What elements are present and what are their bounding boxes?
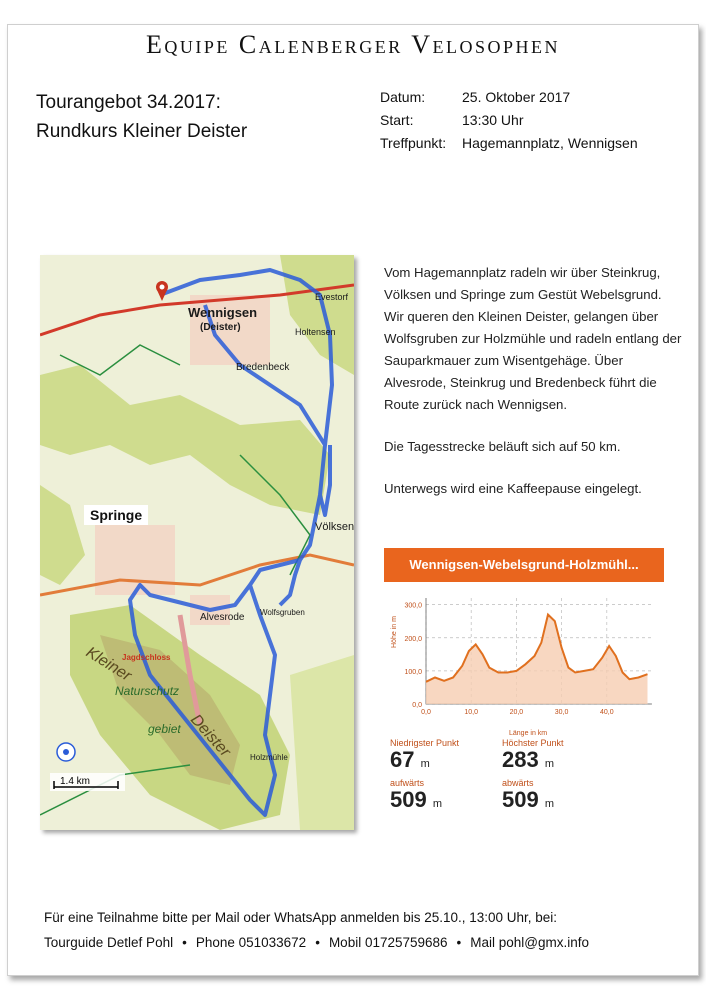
map-label-bredenbeck: Bredenbeck [236, 362, 290, 373]
route-map [40, 255, 354, 830]
map-label-holzmuehle: Holzmühle [250, 753, 288, 762]
detail-meeting-point [380, 132, 638, 155]
map-label-jagdschloss: Jagdschloss [122, 653, 171, 662]
tour-name: Rundkurs Kleiner Deister [36, 121, 248, 142]
map-label-deister-ridge: Deister [187, 711, 234, 761]
separator-bullet: • [182, 935, 187, 950]
separator-bullet: • [456, 935, 462, 950]
map-label-naturschutz: Naturschutz [115, 684, 180, 698]
map-label-wennigsen: Wennigsen [188, 305, 258, 320]
description-distance: Die Tagesstrecke beläuft sich auf 50 km. [384, 439, 621, 454]
stat-number: 509 [502, 787, 539, 812]
description-paragraph: Vom Hagemannplatz radeln wir über Steinkrug, Völksen und Springe zum Gestüt Webelsgrund. Wir queren den Kleinen Deister, gelangen über Wolfsgruben zur Holzmühle und radeln entlang der Sauparkmauer zum Wisentgehäge. Über Alvesrode, Steinkrug und Bredenbeck führt die Route zurück nach Wennigsen. [384, 265, 682, 412]
y-tick-label: 100,0 [404, 668, 422, 676]
tour-number: Tourangebot 34.2017: [36, 92, 221, 113]
y-tick-label: 300,0 [404, 602, 422, 610]
stat-value [390, 748, 459, 776]
footer-contact [44, 905, 589, 955]
detail-value: 13:30 Uhr [462, 112, 524, 128]
detail-label: Datum: [380, 89, 426, 105]
map-label-holtensen: Holtensen [295, 327, 336, 337]
map-label-kleiner: Kleiner [82, 643, 135, 685]
y-tick-label: 0,0 [412, 702, 422, 709]
forest-area [290, 655, 354, 830]
stat-unit: m [544, 798, 555, 810]
x-tick-label: 40,0 [599, 709, 614, 716]
x-tick-label: 20,0 [509, 709, 524, 716]
club-title: Equipe Calenberger Velosophen [145, 30, 561, 59]
map-label-voelksen: Völksen [315, 521, 354, 533]
stat-value [502, 788, 554, 816]
tour-description [384, 262, 684, 520]
contact-phone[interactable]: Phone 051033672 [195, 935, 307, 950]
stat-value [502, 748, 564, 776]
stat-min [390, 738, 459, 776]
tour-title [36, 88, 247, 146]
tour-details [380, 86, 638, 155]
stat-value [390, 788, 442, 816]
x-tick-label: 30,0 [554, 709, 569, 716]
footer-signup-text: Für eine Teilnahme bitte per Mail oder WhatsApp anmelden bis 25.10., 13:00 Uhr, bei: [44, 910, 558, 925]
stat-max [502, 738, 564, 776]
town-area [95, 525, 175, 595]
contact-email-link[interactable]: Mail pohl@gmx.info [470, 935, 590, 950]
y-axis-label: Höhe in m [391, 616, 398, 648]
x-axis-label: Länge in km [509, 730, 548, 737]
contact-guide: Tourguide Detlef Pohl [44, 935, 174, 950]
footer-contact-line [44, 930, 589, 955]
contact-mobile[interactable]: Mobil 01725759686 [328, 935, 448, 950]
elevation-chart [384, 588, 664, 738]
stat-number: 509 [390, 787, 427, 812]
stat-number: 283 [502, 747, 539, 772]
y-tick-label: 200,0 [404, 635, 422, 643]
stat-label: Niedrigster Punkt [390, 738, 460, 748]
elevation-area [426, 615, 648, 704]
description-break: Unterwegs wird eine Kaffeepause eingelegt. [384, 481, 642, 496]
map-label-wolfsgruben: Wolfsgruben [260, 608, 305, 617]
separator-bullet: • [315, 935, 320, 950]
compass-icon [57, 743, 75, 761]
stat-label: Höchster Punkt [502, 738, 564, 748]
detail-date [380, 86, 638, 109]
stat-unit: m [432, 798, 443, 810]
map-label-deister: (Deister) [200, 322, 241, 333]
stat-number: 67 [390, 747, 415, 772]
map-label-alvesrode: Alvesrode [200, 612, 245, 623]
stat-unit: m [420, 758, 430, 770]
x-tick-label: 0,0 [421, 709, 431, 716]
map-label-springe: Springe [90, 507, 143, 523]
elevation-title: Wennigsen-Webelsgrund-Holzmühl... [384, 548, 664, 582]
map-label-evestorf: Evestorf [315, 292, 349, 302]
map-label-gebiet: gebiet [148, 722, 181, 736]
route-map-graphic [40, 255, 354, 830]
stat-label: aufwärts [390, 778, 425, 788]
elevation-profile [384, 548, 664, 830]
stat-ascent [390, 778, 442, 816]
detail-value: Hagemannplatz, Wennigsen [462, 135, 638, 151]
detail-value: 25. Oktober 2017 [462, 89, 571, 105]
stat-label: abwärts [502, 778, 534, 788]
x-tick-label: 10,0 [464, 709, 479, 716]
detail-label: Start: [380, 112, 414, 128]
detail-label: Treffpunkt: [380, 135, 447, 151]
stat-unit: m [544, 758, 555, 770]
scale-label: 1.4 km [60, 776, 91, 787]
detail-start [380, 109, 638, 132]
stat-descent [502, 778, 554, 816]
